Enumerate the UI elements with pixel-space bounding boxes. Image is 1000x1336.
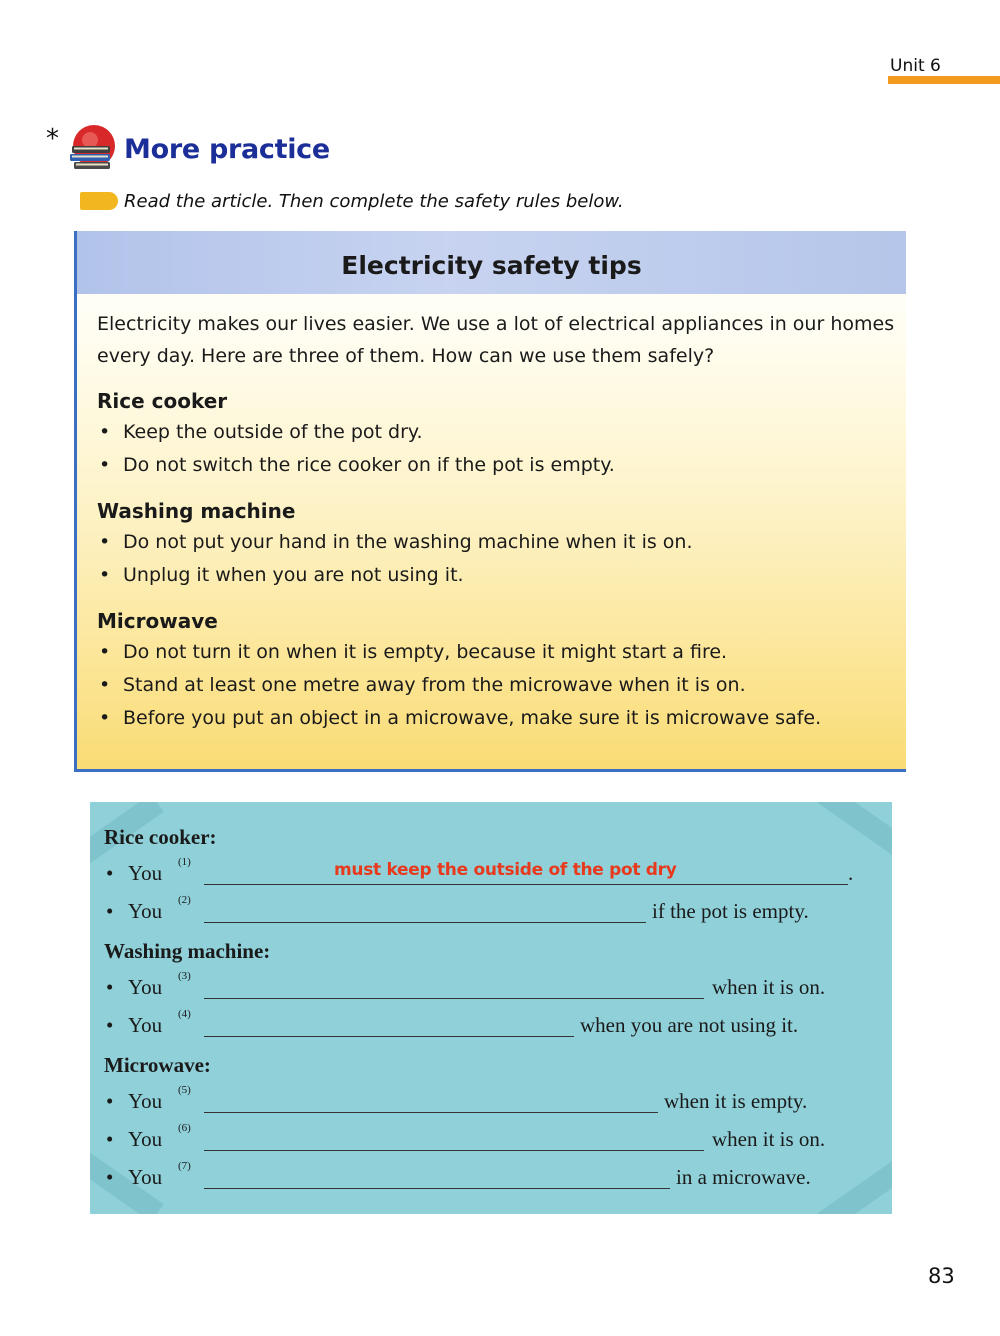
exercise-box xyxy=(90,802,892,1214)
item-lead: You xyxy=(128,1089,163,1113)
instruction-text: Read the article. Then complete the safety rules below. xyxy=(124,191,624,212)
article-box xyxy=(74,231,906,772)
item-lead: You xyxy=(128,861,163,885)
item-lead: You xyxy=(128,1127,163,1151)
item-ending: when it is on. xyxy=(712,1127,826,1151)
item-number: (4) xyxy=(178,1008,191,1020)
bullet: • xyxy=(106,975,114,999)
exercise-item xyxy=(104,1160,874,1202)
exercise-heading-microwave: Microwave: xyxy=(104,1053,211,1077)
bullet: • xyxy=(106,1089,114,1113)
article-heading-microwave: Microwave xyxy=(97,609,218,633)
item-ending: in a microwave. xyxy=(676,1165,811,1189)
article-title: Electricity safety tips xyxy=(341,251,642,280)
item-number: (1) xyxy=(178,856,191,868)
item-lead: You xyxy=(128,1013,163,1037)
item-lead: You xyxy=(128,899,163,923)
answer-blank[interactable] xyxy=(204,1112,658,1113)
item-number: (6) xyxy=(178,1122,191,1134)
bullet: • xyxy=(106,899,114,923)
tip-item: • Do not put your hand in the washing machine when it is on. xyxy=(97,526,897,559)
answer-blank[interactable] xyxy=(204,884,848,885)
tip-item: • Stand at least one metre away from the microwave when it is on. xyxy=(97,669,897,702)
article-header xyxy=(77,231,906,294)
item-number: (2) xyxy=(178,894,191,906)
item-ending: if the pot is empty. xyxy=(652,899,809,923)
tip-item: • Before you put an object in a microwave, make sure it is microwave safe. xyxy=(97,702,897,735)
page-number: 83 xyxy=(928,1264,955,1288)
item-number: (5) xyxy=(178,1084,191,1096)
unit-label: Unit 6 xyxy=(890,56,941,76)
tip-list xyxy=(97,416,897,482)
answer-blank[interactable] xyxy=(204,922,646,923)
challenge-marker: * xyxy=(46,124,59,154)
tip-item: • Keep the outside of the pot dry. xyxy=(97,416,897,449)
item-ending: when you are not using it. xyxy=(580,1013,799,1037)
tip-item: • Do not switch the rice cooker on if the pot is empty. xyxy=(97,449,897,482)
exercise-item xyxy=(104,856,874,898)
exercise-item xyxy=(104,1122,874,1164)
books-icon xyxy=(66,124,118,172)
exercise-item xyxy=(104,1084,874,1126)
instruction-tag xyxy=(80,192,118,210)
item-number: (3) xyxy=(178,970,191,982)
article-heading-rice-cooker: Rice cooker xyxy=(97,389,228,413)
tip-item: • Do not turn it on when it is empty, because it might start a fire. xyxy=(97,636,897,669)
bullet: • xyxy=(106,1127,114,1151)
article-body xyxy=(97,308,897,735)
item-lead: You xyxy=(128,1165,163,1189)
bullet: • xyxy=(106,1013,114,1037)
answer-blank[interactable] xyxy=(204,998,704,999)
exercise-item xyxy=(104,1008,874,1050)
exercise-item xyxy=(104,970,874,1012)
answer-blank[interactable] xyxy=(204,1188,670,1189)
answer-text[interactable]: must keep the outside of the pot dry xyxy=(334,860,677,880)
section-title: More practice xyxy=(124,134,330,165)
exercise-heading-rice-cooker: Rice cooker: xyxy=(104,825,217,849)
bullet: • xyxy=(106,861,114,885)
article-intro: Electricity makes our lives easier. We use a lot of electrical appliances in our homes every day. Here are three of them. How can we use them safely? xyxy=(97,313,895,367)
answer-blank[interactable] xyxy=(204,1150,704,1151)
answer-blank[interactable] xyxy=(204,1036,574,1037)
tip-list xyxy=(97,636,897,735)
tip-item: • Unplug it when you are not using it. xyxy=(97,559,897,592)
item-lead: You xyxy=(128,975,163,999)
item-ending: . xyxy=(848,861,854,885)
tip-list xyxy=(97,526,897,592)
article-heading-washing-machine: Washing machine xyxy=(97,499,296,523)
exercise-item xyxy=(104,894,874,936)
unit-underline xyxy=(888,76,1000,84)
item-ending: when it is empty. xyxy=(664,1089,808,1113)
item-number: (7) xyxy=(178,1160,191,1172)
exercise-heading-washing-machine: Washing machine: xyxy=(104,939,271,963)
exercise-body xyxy=(104,822,874,1202)
item-ending: when it is on. xyxy=(712,975,826,999)
bullet: • xyxy=(106,1165,114,1189)
